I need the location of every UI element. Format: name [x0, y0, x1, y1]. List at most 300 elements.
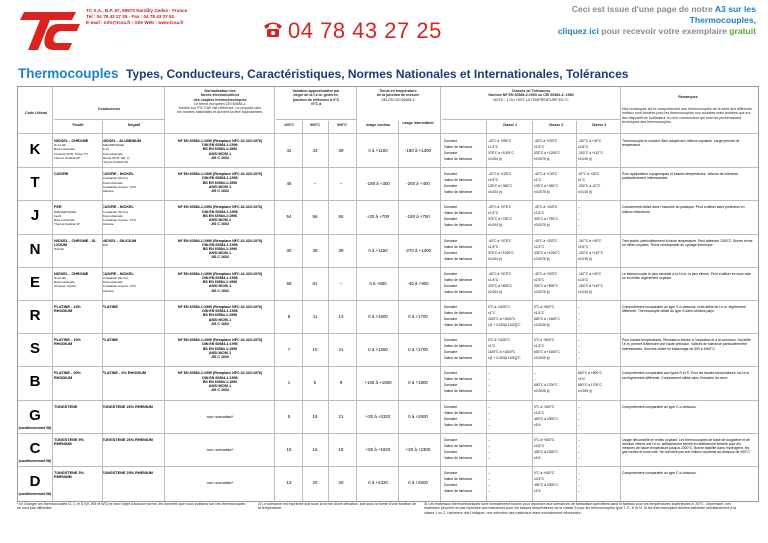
tolerance-value: -- [578, 449, 581, 454]
grid-line [328, 121, 329, 501]
usage-intermittent: -180 à +750 [406, 214, 430, 220]
tolerance-value: -- [578, 217, 581, 222]
tolerance-value: -- [578, 205, 581, 210]
emf-100: 15 [286, 446, 292, 452]
emf-500: 18 [312, 413, 318, 419]
tolerance-label: Domaine [444, 371, 458, 376]
tolerance-value: -- [488, 489, 491, 493]
tolerance-value: -- [578, 305, 581, 309]
tolerance-value: -200°C à +167°C [578, 250, 604, 255]
promo-text: Ceci est issue d'une page de notre [571, 4, 715, 14]
norms-line: des couples thermoélectriques [193, 97, 247, 102]
emf-900: 13 [338, 314, 344, 319]
thermocouple-code: J [30, 207, 40, 225]
tolerance-value: 1100°C à +1600°C [488, 350, 516, 355]
tolerance-value: -- [578, 311, 581, 315]
tolerance-label: Domaine [444, 338, 458, 343]
header-temperature [358, 89, 438, 102]
tolerance-value: 0°C à +400°C [534, 404, 555, 409]
tolerance-value: ±0,0025 |t| [534, 323, 550, 327]
grid-line [440, 87, 441, 501]
negative-name: TUNGSTENE 26% RHENIUM [102, 437, 153, 442]
page-title [18, 66, 628, 81]
usage-continuous: 0 à +1100 [368, 148, 388, 153]
tolerance-value: 600°C à +800°C [578, 371, 602, 376]
footnote-3: 3) Les matériaux thermoélectriques sont normalement fournis pour répondre aux tolérances de fabrication spécifiées dans le tableau pour les températures supérieures à -40°C. Cependant, ces matériaux peuvent ne pas répondre aux tolérances pour les basses températures de la classe 3 pour les thermocouples type T, E, K et N. Si les thermocouples doivent satisfaire simultanément à la classe 1 ou 2, l'acheteur doit l'indiquer, une sélection des matériaux étant normalement nécessaire. [424, 502, 737, 515]
negative-name: TUNGSTENE 26% RHENIUM [102, 404, 153, 409]
header-class-3: Classe 3 [591, 123, 607, 127]
tolerance-label: Valeur de tolérance [444, 289, 473, 294]
positive-conductor [54, 172, 100, 176]
positive-name: NICKEL - CHROME [54, 139, 89, 143]
tol-title-line: Classes de Tolérances [511, 89, 551, 93]
tolerance-value: ±4,5°C [534, 410, 545, 415]
tolerance-value: ±0,0075 |t| [534, 157, 550, 161]
tolerance-value: -- [488, 471, 491, 475]
emf-900: 39 [338, 148, 344, 153]
header-100c: 100°C [283, 123, 295, 127]
tolerance-value: -- [578, 489, 581, 493]
emf-900: -- [339, 181, 343, 187]
header-positive: Positif [72, 123, 84, 127]
tolerance-value: 125°C à +350°C [488, 184, 512, 189]
negative-name: NICKEL - ALUMINIUM [102, 139, 142, 143]
positive-conductor [54, 371, 100, 379]
positive-name: NICKEL - CHROME - SI-LICIUM [54, 238, 97, 247]
usage-continuous: -185 à +300 [366, 181, 390, 187]
tol-title-line: Normes NF EN 60584-2:1993 ou CEI 60584-2: 1989 [488, 93, 574, 98]
remarks-text: Comportement comparable au type C ci-dessous. [622, 404, 697, 409]
tolerance-value: 400°C à 2300°C [534, 483, 558, 487]
tolerance-value: -40°C à +333°C [534, 205, 558, 210]
negative-name: PLATINE - 6% RHODIUM [102, 371, 147, 376]
tolerance-value: -40°C à +350°C [488, 139, 512, 143]
usage-intermittent: +20 à +2300 [405, 446, 431, 452]
norm-references: NF EN 60584-1:1996 (Remplace NFC 42-323:1976) DIN EN 60584-1:1996 BS EN 60584-1:1996 ANSI MC96.1 JIS C 1602 [177, 305, 263, 326]
tolerance-value: 800°C à 1700°C [578, 383, 602, 388]
tolerance-label: Valeur de tolérance [444, 377, 473, 382]
tolerance-value: ±1% [534, 489, 541, 493]
tolerance-label: Domaine [444, 449, 458, 454]
tolerance-value: -40°C à +125°C [488, 172, 512, 177]
norm-references: NF EN 60584-1:1996 (Remplace NFC 42-323:1976) DIN EN 60584-1:1996 BS EN 60584-1:1996 ANSI MC96.1 JIS C 1602 [177, 139, 263, 160]
emf-500: 38 [312, 247, 318, 253]
positive-detail: Nicrosil [54, 247, 64, 251]
norm-references: NF EN 60584-1:1996 (Remplace NFC 42-323:1976) DIN EN 60584-1:1996 BS EN 60584-1:1996 ANSI MC96.1 JIS C 1602 [177, 338, 263, 359]
usage-intermittent: -250 à +400 [406, 181, 430, 187]
promo-free: gratuit [729, 26, 756, 36]
tolerance-value: 0°C à +600°C [534, 338, 555, 343]
tolerance-value: ±1°C [578, 178, 586, 183]
grid-line [442, 119, 620, 120]
negative-name: NICKEL - SILICIUM [102, 238, 137, 243]
tolerance-value: -- [578, 338, 581, 343]
usage-continuous: +20 à +700 [366, 214, 390, 220]
tolerance-value: 0°C à +400°C [534, 471, 555, 475]
tolerance-value: -- [578, 317, 581, 321]
tolerance-value: 333°C à +750°C [534, 217, 558, 222]
tolerance-value: ±1°C [488, 344, 496, 349]
variation-line: V/°C à [310, 101, 322, 106]
email-web-line: E-mail : info@tcsa.fr - Site Web : www.tcsa.fr [86, 20, 184, 26]
tolerance-value: ±2,5°C [534, 145, 545, 149]
thermocouple-code: B [29, 373, 41, 391]
tolerance-label: Valeur de tolérance [444, 455, 473, 460]
remarks-text: Comportement comparable au type S ci-dessous, mais faible de f.é.m. légèrement différente. Thermocouple utilisé au type S dans certains pays. [622, 305, 746, 314]
tolerance-value: ±4,5°C [534, 443, 545, 448]
tolerance-value: -200°C à -67°C [578, 184, 601, 189]
thermocouple-code: K [29, 141, 41, 158]
grid-line [620, 87, 621, 501]
usage-continuous: 0 à +2320 [368, 480, 388, 485]
emf-900: 39 [338, 247, 344, 253]
temp-line: Tenue en température [379, 89, 417, 93]
address-line: TC S.A., B.P. 67, 69573 Dardilly Cedex - France [86, 8, 188, 13]
header-500c: 500°C [309, 123, 321, 127]
tolerance-label: Domaine [444, 205, 458, 210]
remarks-intro: Nos remarques sur le comportement des thermocouples de la série des différents métaux sont fondées pour les thermocouples non soudées mais fondées que sur des dispositif de l'utilisateur ou d'un constructeur qui sont les performances techniques des thermocouples. [622, 107, 752, 124]
header-norms [166, 89, 274, 115]
thermocouple-code: C [29, 439, 41, 457]
tolerance-label: Valeur de tolérance [444, 422, 473, 427]
tolerance-value: ±0,5°C [488, 178, 499, 183]
positive-name: PLATINE - 30% RHODIUM [54, 371, 81, 380]
tolerance-value: -- [578, 455, 581, 460]
header-conductors: Conducteurs [97, 107, 121, 111]
tolerance-label: Domaine [444, 139, 458, 143]
tolerance-value: 400°C à 2300°C [534, 416, 558, 421]
grid-line [302, 121, 303, 501]
tolerance-value: -- [488, 455, 491, 460]
tolerance-label: Valeur de tolérance [444, 489, 473, 493]
negative-conductor [102, 205, 162, 226]
tolerance-value: ±1°C [534, 178, 542, 183]
thermocouple-code: E [29, 273, 40, 291]
usage-continuous: +20 à +2320 [365, 413, 391, 419]
negative-name: TUNGSTENE 25% RHENIUM [102, 471, 153, 475]
tolerance-value: 400°C à 2300°C [534, 449, 558, 454]
tolerance-label: Valeur de tolérance [444, 344, 473, 349]
tolerance-value: ±0,0025 |t| [534, 389, 550, 394]
usage-intermittent: 0 à +2600 [408, 413, 428, 419]
norm-references: NF EN 60584-1:1996 (Remplace NFC 42-323:1976) DIN EN 60584-1:1996 BS EN 60584-1:1996 ANSI MC96.1 JIS C 1602 [177, 172, 263, 193]
remarks-text: Usage déconseillé en milieu oxydant. Les thermocouples de base de tungstène et de rhénium offrent une f.é.m. suffisamment élevée et relativement linéaire pour les mesures de haute température jusqu'à 2300°C. Bonne stabilité dans l'hydrogène, les gaz inertes et sous vide. Ne convient pas aux milieux oxydants au-dessous de 400°C. [622, 437, 751, 455]
temp-line: de la jonction de mesure [376, 93, 420, 98]
positive-conductor [54, 471, 100, 479]
emf-900: 11 [338, 347, 344, 353]
tolerance-label: Valeur de tolérance [444, 244, 473, 249]
tolerance-value: ±0,0025 |t| [534, 356, 550, 361]
code-subtitle: (conditionnement Wt) [18, 492, 52, 496]
negative-conductor [102, 338, 162, 342]
tolerance-label: Domaine [444, 305, 458, 309]
tolerance-value: ±2,5°C [534, 277, 545, 282]
tolerance-value: -200°C à +167°C [578, 283, 604, 288]
tolerance-value: -- [488, 416, 491, 421]
usage-intermittent: 0 à +1700 [408, 347, 428, 353]
usage-continuous: 0 à +1600 [368, 314, 388, 319]
tolerance-value: -- [488, 371, 491, 376]
usage-intermittent: 0 à +1700 [408, 314, 428, 319]
remarks-text: Comportement comparable au type C ci-dessous. [622, 471, 697, 475]
emf-500: 81 [312, 280, 318, 286]
tolerance-value: -40°C à +375°C [488, 271, 512, 276]
norm-references: NF EN 60584-1:1996 (Remplace NFC 42-323:1976) DIN EN 60584-1:1996 BS EN 60584-1:1996 ANSI MC96.1 JIS C 1602 [177, 205, 263, 227]
positive-conductor [54, 205, 100, 226]
usage-continuous: 0 à +1550 [368, 347, 388, 353]
emf-100: 68 [286, 280, 292, 286]
tolerance-value: -- [578, 416, 581, 421]
negative-name: CUIVRE - NICKEL [102, 172, 134, 177]
tolerance-value: ±2,5°C [534, 244, 545, 249]
tolerance-value: ±[1 + 0,003(t-1100)]°C [488, 323, 521, 327]
tolerance-value: ±0,0075 |t| [534, 190, 550, 195]
thermocouple-code: S [29, 340, 40, 358]
tolerance-value: -- [578, 477, 581, 481]
emf-500: 5 [313, 380, 317, 386]
emf-100: 54 [286, 214, 292, 220]
tolerance-value: ±4°C [578, 377, 586, 382]
tolerance-value: ±0,004 |t| [488, 157, 502, 161]
tolerance-label: Domaine [444, 172, 458, 177]
positive-detail: Ni-Cr-HF Brown Alumelle Chromel, Tophel [54, 276, 76, 289]
grid-line [276, 119, 356, 120]
thermocouple-code: T [30, 174, 40, 192]
grid-line [398, 121, 399, 501]
remarks-text: Thermocouple le courant. Bien adapté aux milieux oxydants. Large période de température. [622, 139, 740, 148]
page-header [0, 0, 768, 60]
emf-900: 20 [338, 480, 344, 485]
promo-highlight: A3 sur les Thermocouples, [689, 4, 756, 25]
norms-line: Le terme européen CEI 60584-1 [194, 101, 246, 106]
positive-conductor [54, 438, 100, 446]
header-remarks: Remarques [678, 95, 698, 99]
tolerance-label: Valeur de tolérance [444, 145, 473, 149]
tolerance-value: -40°C à +375°C [488, 205, 512, 210]
variation-line: Variation approximative par [292, 89, 340, 93]
usage-intermittent: 0 à +2600 [408, 480, 428, 485]
tolerance-value: -- [488, 449, 491, 454]
positive-name: NICKEL - CHROME [54, 271, 89, 276]
tolerance-value: -- [488, 437, 491, 442]
tolerance-value: ±0,0075 |t| [534, 256, 550, 261]
tolerance-value: 0°C à +600°C [534, 305, 555, 309]
tolerance-value: -- [578, 356, 581, 361]
code-subtitle: (conditionnement Wt) [18, 458, 52, 463]
tolerance-value: ±1°C [488, 311, 496, 315]
positive-name: FER [54, 205, 62, 210]
variation-line: jonction de référence à 0°C [292, 97, 340, 102]
positive-name: TUNGSTENE 3% RHENIUM [54, 471, 84, 480]
negative-name: PLATINE [102, 338, 118, 343]
footnote-2: 2) Le tolérance est exprimée soit sous la forme d'une déviation, soit sous la forme d'une fonction de la température. [258, 502, 417, 511]
tolerance-label: Valeur de tolérance [444, 211, 473, 216]
tolerance-value: -167°C à +40°C [578, 139, 602, 143]
positive-conductor [54, 239, 100, 252]
positive-name: CUIVRE [54, 172, 69, 177]
tolerance-value: ±0,015 |t| [578, 190, 592, 195]
tolerance-label: Domaine [444, 250, 458, 255]
tolerance-label: Valeur de tolérance [444, 389, 473, 394]
tolerance-label: Domaine [444, 317, 458, 321]
tolerance-label: Domaine [444, 217, 458, 222]
emf-100: 5 [287, 413, 291, 419]
tolerance-value: ±1,5°C [488, 145, 499, 149]
tolerance-label: Domaine [444, 238, 458, 243]
tolerance-value: -- [578, 422, 581, 427]
negative-conductor [102, 272, 162, 293]
tolerance-value: -- [578, 437, 581, 442]
tolerance-value: 133°C à +350°C [534, 184, 558, 189]
tolerance-value: ±2,5°C [578, 145, 589, 149]
tolerance-value: -- [488, 410, 491, 415]
tolerance-label: Valeur de tolérance [444, 157, 473, 161]
tolerance-value: ±0,0075 |t| [534, 223, 550, 228]
tolerance-value: 333°C à +1200°C [534, 250, 560, 255]
norms-line: Normalisation des [204, 89, 236, 93]
header-class-1: Classe 1 [502, 123, 518, 127]
emf-500: 20 [312, 480, 318, 485]
tolerance-value: ±1,5°C [534, 311, 545, 315]
tolerance-value: -- [578, 211, 581, 216]
tolerance-value: ±0,004 |t| [488, 223, 502, 228]
thermocouple-code: G [29, 406, 41, 424]
grid-line [52, 87, 53, 501]
negative-conductor [102, 305, 162, 309]
tolerance-label: Valeur de tolérance [444, 256, 473, 261]
tolerance-label: Domaine [444, 271, 458, 276]
norm-references: non normalisé* [206, 446, 234, 452]
norm-references: NF EN 60584-1:1996 (Remplace NFC 42-323:1976) DIN EN 60584-1:1996 BS EN 60584-1:1996 ANSI MC96.1 JIS C 1602 [177, 271, 263, 293]
remarks-text: Pour applications cryogéniques et basses températures. Valeurs de tolérance particulièrement intéressantes. [622, 172, 739, 181]
usage-continuous: +50 à +1820 [365, 446, 391, 452]
tolerance-label: Valeur de tolérance [444, 190, 473, 195]
tolerance-label: Valeur de tolérance [444, 223, 473, 228]
emf-500: 16 [312, 446, 318, 452]
tolerance-value: ±0,004 |t| [488, 190, 502, 195]
thermocouple-code: D [29, 473, 41, 490]
code-subtitle: (conditionnement Wt) [18, 425, 52, 430]
positive-conductor [54, 305, 100, 313]
remarks-text: Pour hautes températures. Résistance élevée à l'oxydation et à la corrosion. Sa petite f.é.m. permet d'atteindre une haute précision. Valeurs de tolérance particulièrement intéressantes. Souvent utilisé en étalonnage de 600 à 1600°C. [622, 338, 751, 351]
tolerance-value: ±4,5°C [534, 477, 545, 481]
tolerance-label: Domaine [444, 483, 458, 487]
tolerance-value: -- [488, 483, 491, 487]
tolerance-label: Domaine [444, 283, 458, 288]
tolerance-value: -- [488, 422, 491, 427]
tolerance-value: ±0,0075 |t| [534, 289, 550, 294]
emf-100: 7 [287, 347, 291, 353]
tolerance-value: ±2,5°C [578, 277, 589, 282]
negative-conductor [102, 139, 162, 164]
emf-900: -- [339, 280, 343, 286]
positive-name: TUNGSTENE 5% RHENIUM [54, 437, 84, 446]
tolerance-value: ±1,5°C [488, 211, 499, 216]
usage-intermittent: 0 à +1800 [408, 380, 428, 386]
usage-intermittent: -180 à +1300 [404, 148, 431, 153]
thermocouple-code: R [29, 307, 41, 324]
title-main: Thermocouples [18, 66, 119, 81]
tolerance-value: -200°C à +167°C [578, 151, 604, 155]
tolerance-label: Domaine [444, 350, 458, 355]
tolerance-label: Valeur de tolérance [444, 410, 473, 415]
norms-line: les normes nationales et doivent lui être équivalentes. [177, 110, 263, 115]
remarks-text: Très stable, particulièrement à haute température. Peut atteindre 1300°C. Bonne tenue en milieu oxydant. Tenue remarquable au cyclage thermique. [622, 238, 753, 247]
norm-references: NF EN 60584-1:1996 (Remplace NFC 42-323:1976) DIN EN 60584-1:1996 BS EN 60584-1:1996 ANSI MC96.1 JIS C 1602 [177, 371, 263, 393]
tolerance-value: 375°C à +800°C [488, 283, 512, 288]
tolerance-value: -167°C à +40°C [578, 238, 602, 243]
tolerance-value: 375°C à +1000°C [488, 250, 514, 255]
positive-detail: (MAGNETIQUE) Fe-Ni Brown Alumelle Thermo Kanthal JP [54, 209, 80, 227]
emf-500: -- [313, 181, 317, 187]
header-900c: 900°C [336, 123, 348, 127]
promo-text-2: pour recevoir votre exemplaire [598, 26, 730, 36]
negative-conductor [102, 172, 162, 193]
tolerance-value: -40°C à +333°C [534, 271, 558, 276]
tolerance-value: 600°C à 1700°C [534, 383, 558, 388]
grid-line [274, 87, 275, 501]
tolerance-value: ±0,015 |t| [578, 157, 592, 161]
click-here-link[interactable]: cliquez ici [557, 26, 599, 36]
positive-name: PLATINE - 10% RHODIUM [54, 338, 81, 347]
tolerance-value: -- [488, 404, 491, 409]
emf-500: 56 [312, 214, 318, 220]
tolerance-value: -- [578, 344, 581, 349]
grid-line [102, 121, 103, 501]
tolerance-value: 375°C à +750°C [488, 217, 512, 222]
tolerance-value: 600°C à +1600°C [534, 350, 560, 355]
tolerance-value: -- [488, 383, 491, 388]
phone-number[interactable]: 04 78 43 27 25 [288, 18, 442, 43]
negative-conductor [102, 405, 162, 409]
tolerance-label: Valeur de tolérance [444, 356, 473, 361]
temp-line: SELON CEI 60584-2 [381, 97, 415, 102]
positive-conductor [54, 338, 100, 346]
tolerance-value: -167°C à +40°C [578, 271, 602, 276]
negative-name: PLATINE [102, 305, 118, 309]
grid-line [18, 133, 758, 134]
tolerance-label: Valeur de tolérance [444, 311, 473, 315]
tolerance-value: -67°C à +40°C [578, 172, 600, 177]
usage-continuous: 0 à +1150 [368, 247, 388, 253]
tolerance-value: -- [488, 443, 491, 448]
header-tolerances [442, 89, 620, 102]
tc-logo-icon [14, 6, 84, 54]
tolerance-value: -- [578, 323, 581, 327]
company-address [86, 8, 187, 27]
tolerance-value: ±[1 + 0,003(t-1100)]°C [488, 356, 521, 361]
tolerance-value: -- [488, 477, 491, 481]
tolerance-value: ±2,5°C [578, 244, 589, 249]
norm-references: non normalisé* [206, 480, 234, 485]
footnote-1: * Ici Granger les thermocouples G, C et D (W, W5 et W3) ne font l'objet d'aucune norme, les données que nous publions sur ces thermocouples ne sont pas officielles. [17, 502, 246, 511]
emf-900: 55 [338, 214, 344, 220]
tolerance-label: Domaine [444, 416, 458, 421]
positive-name: PLATINE - 13% RHODIUM [54, 305, 81, 314]
tolerance-label: Domaine [444, 151, 458, 155]
variation-line: degré de la f.é.m. générée, [293, 93, 339, 98]
tolerance-value: -40°C à +133°C [534, 172, 558, 177]
emf-900: 9 [339, 380, 343, 386]
tolerance-label: Domaine [444, 404, 458, 409]
tolerance-value: ±1,5°C [488, 277, 499, 282]
tolerance-value: 375°C à +1000°C [488, 151, 514, 155]
telephone-icon [262, 20, 284, 38]
tolerance-value: ±1,5°C [534, 344, 545, 349]
tolerance-value: 0°C à +1100°C [488, 338, 510, 343]
emf-100: 30 [286, 247, 292, 253]
header-negative: Négatif [127, 123, 141, 127]
